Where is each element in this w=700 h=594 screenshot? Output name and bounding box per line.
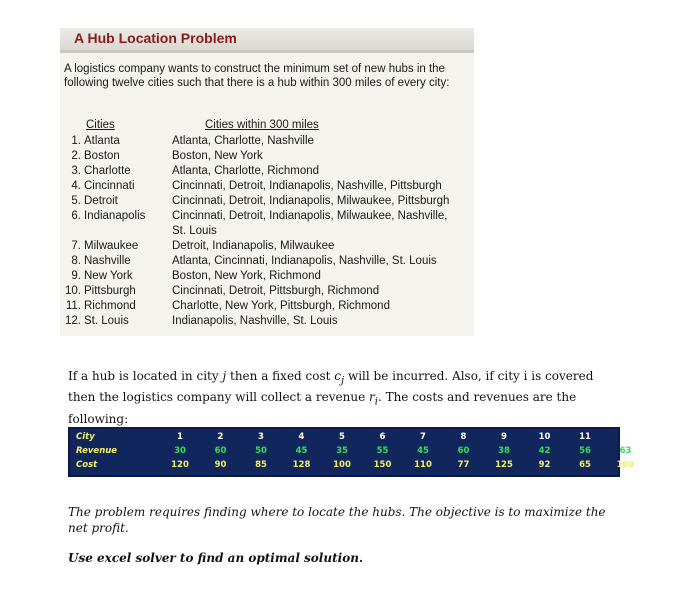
cities-within-list: Cincinnati, Detroit, Indianapolis, Milwaukee, Pittsburgh (172, 195, 450, 207)
city-cell: 5 (339, 432, 345, 442)
city-cell: 1 (177, 432, 183, 442)
city-row (60, 314, 474, 329)
cost-cell: 110 (414, 460, 432, 470)
city-row (60, 164, 474, 179)
city-number: 4. (71, 180, 81, 192)
city-cell: 6 (379, 432, 386, 442)
city-cell: 2 (217, 432, 224, 442)
city-row (60, 209, 474, 224)
slide-title: A Hub Location Problem (74, 30, 237, 46)
cities-within-list: Detroit, Indianapolis, Milwaukee (172, 240, 335, 252)
question-part1: If a hub is located in city (68, 369, 223, 383)
city-cell: 8 (460, 432, 467, 442)
city-name: Charlotte (84, 165, 131, 177)
city-name: Boston (84, 150, 120, 162)
problem-slide (60, 28, 474, 336)
revenue-cell: 45 (295, 446, 308, 456)
city-cell: 7 (420, 432, 426, 442)
cost-row (70, 458, 635, 472)
cost-cell: 120 (171, 460, 189, 470)
cost-cell: 150 (373, 460, 392, 470)
city-row (60, 239, 474, 254)
cities-within-list: Atlanta, Cincinnati, Indianapolis, Nashville, St. Louis (172, 255, 437, 267)
city-number: 6. (71, 210, 81, 222)
city-number: 5. (71, 195, 81, 207)
var-cj (334, 369, 345, 387)
city-row-continued (60, 224, 474, 239)
city-rows (60, 134, 474, 329)
cities-within-list: Boston, New York, Richmond (172, 270, 321, 282)
city-name: Cincinnati (84, 180, 135, 192)
city-row (60, 179, 474, 194)
slide-intro: A logistics company wants to construct the minimum set of new hubs in the following twelve cities such that there is a hub within 300 miles of every city: (64, 63, 450, 89)
cost-cell: 77 (457, 460, 470, 470)
city-row (60, 254, 474, 269)
city-row (60, 149, 474, 164)
revenue-cell: 30 (174, 446, 186, 456)
var-ri-base: r (368, 390, 375, 405)
revenue-cell: 55 (376, 446, 389, 456)
city-row (60, 299, 474, 314)
city-name: Nashville (84, 255, 131, 267)
city-cell: 11 (579, 432, 591, 442)
revenue-row (70, 444, 632, 458)
cities-within-list: Cincinnati, Detroit, Pittsburgh, Richmond (172, 285, 380, 297)
question-text (68, 368, 598, 427)
city-number: 3. (71, 165, 81, 177)
city-name: St. Louis (84, 315, 129, 327)
cities-header: Cities (86, 119, 115, 131)
var-ri-sub: i (374, 396, 378, 408)
revenue-label: Revenue (76, 446, 118, 456)
city-name: Detroit (84, 195, 118, 207)
city-number: 2. (71, 150, 81, 162)
city-cell: 10 (538, 432, 551, 442)
instruction-text: Use excel solver to find an optimal solution. (68, 551, 364, 565)
revenue-cell: 50 (255, 446, 267, 456)
revenue-cell: 60 (457, 446, 470, 456)
var-j: j (222, 369, 227, 383)
revenue-cell: 63 (619, 446, 632, 456)
city-row (70, 430, 632, 444)
revenue-cell: 56 (579, 446, 591, 456)
question-part2: then a fixed cost (226, 369, 335, 383)
cost-revenue-table (68, 427, 635, 477)
city-number: 10. (65, 285, 81, 297)
revenue-cell: 38 (498, 446, 510, 456)
cost-cell: 85 (255, 460, 267, 470)
cities-within-list: Atlanta, Charlotte, Richmond (172, 165, 320, 177)
city-cell: 4 (298, 432, 305, 442)
city-row (60, 134, 474, 149)
cities-within-list: Boston, New York (172, 150, 263, 162)
cities-within-list: Charlotte, New York, Pittsburgh, Richmond (172, 300, 390, 312)
var-ri (368, 390, 378, 408)
city-name: Atlanta (84, 135, 120, 147)
revenue-cell: 42 (538, 446, 551, 456)
city-number: 12. (65, 315, 81, 327)
cost-cell: 90 (214, 460, 227, 470)
city-cell: 12 (619, 432, 632, 442)
cities-within-list: Atlanta, Charlotte, Nashville (172, 135, 314, 147)
cities-within-header: Cities within 300 miles (205, 119, 319, 131)
question-part3: will be incurred. Also, if city i is covered then the logistics company will collect a revenue (68, 369, 594, 405)
cost-label: Cost (76, 460, 98, 470)
city-row (60, 194, 474, 209)
cost-cell: 125 (495, 460, 513, 470)
city-name: Pittsburgh (84, 285, 136, 297)
revenue-cell: 45 (417, 446, 429, 456)
cities-within-list: Indianapolis, Nashville, St. Louis (172, 315, 338, 327)
city-number: 7. (71, 240, 81, 252)
cost-cell: 128 (292, 460, 311, 470)
slide-title-bar (60, 28, 474, 53)
cost-cell: 92 (538, 460, 551, 470)
city-cell: 3 (258, 432, 264, 442)
city-name: New York (84, 270, 133, 282)
city-cell: 9 (501, 432, 507, 442)
cities-within-list: Cincinnati, Detroit, Indianapolis, Milwaukee, Nashville, (172, 210, 448, 222)
var-cj-sub: j (341, 375, 345, 387)
closing-text: The problem requires finding where to locate the hubs. The objective is to maximize the net profit. (68, 505, 606, 535)
city-name: Richmond (84, 300, 136, 312)
city-name: Milwaukee (84, 240, 139, 252)
city-number: 11. (65, 300, 81, 312)
city-number: 8. (71, 255, 81, 267)
cost-cell: 65 (579, 460, 591, 470)
city-number: 1. (71, 135, 81, 147)
city-name: Indianapolis (84, 210, 146, 222)
city-row (60, 284, 474, 299)
var-cj-base: c (334, 369, 342, 383)
cities-within-list-continued: St. Louis (172, 225, 217, 237)
cost-cell: 100 (333, 460, 351, 470)
city-row (60, 269, 474, 284)
city-label: City (76, 432, 95, 442)
revenue-cell: 35 (336, 446, 348, 456)
city-number: 9. (71, 270, 81, 282)
cities-within-list: Cincinnati, Detroit, Indianapolis, Nashville, Pittsburgh (172, 180, 442, 192)
cost-cell: 100 (616, 460, 635, 470)
question-part4: . The costs and revenues are the following: (68, 390, 577, 426)
revenue-cell: 60 (214, 446, 227, 456)
